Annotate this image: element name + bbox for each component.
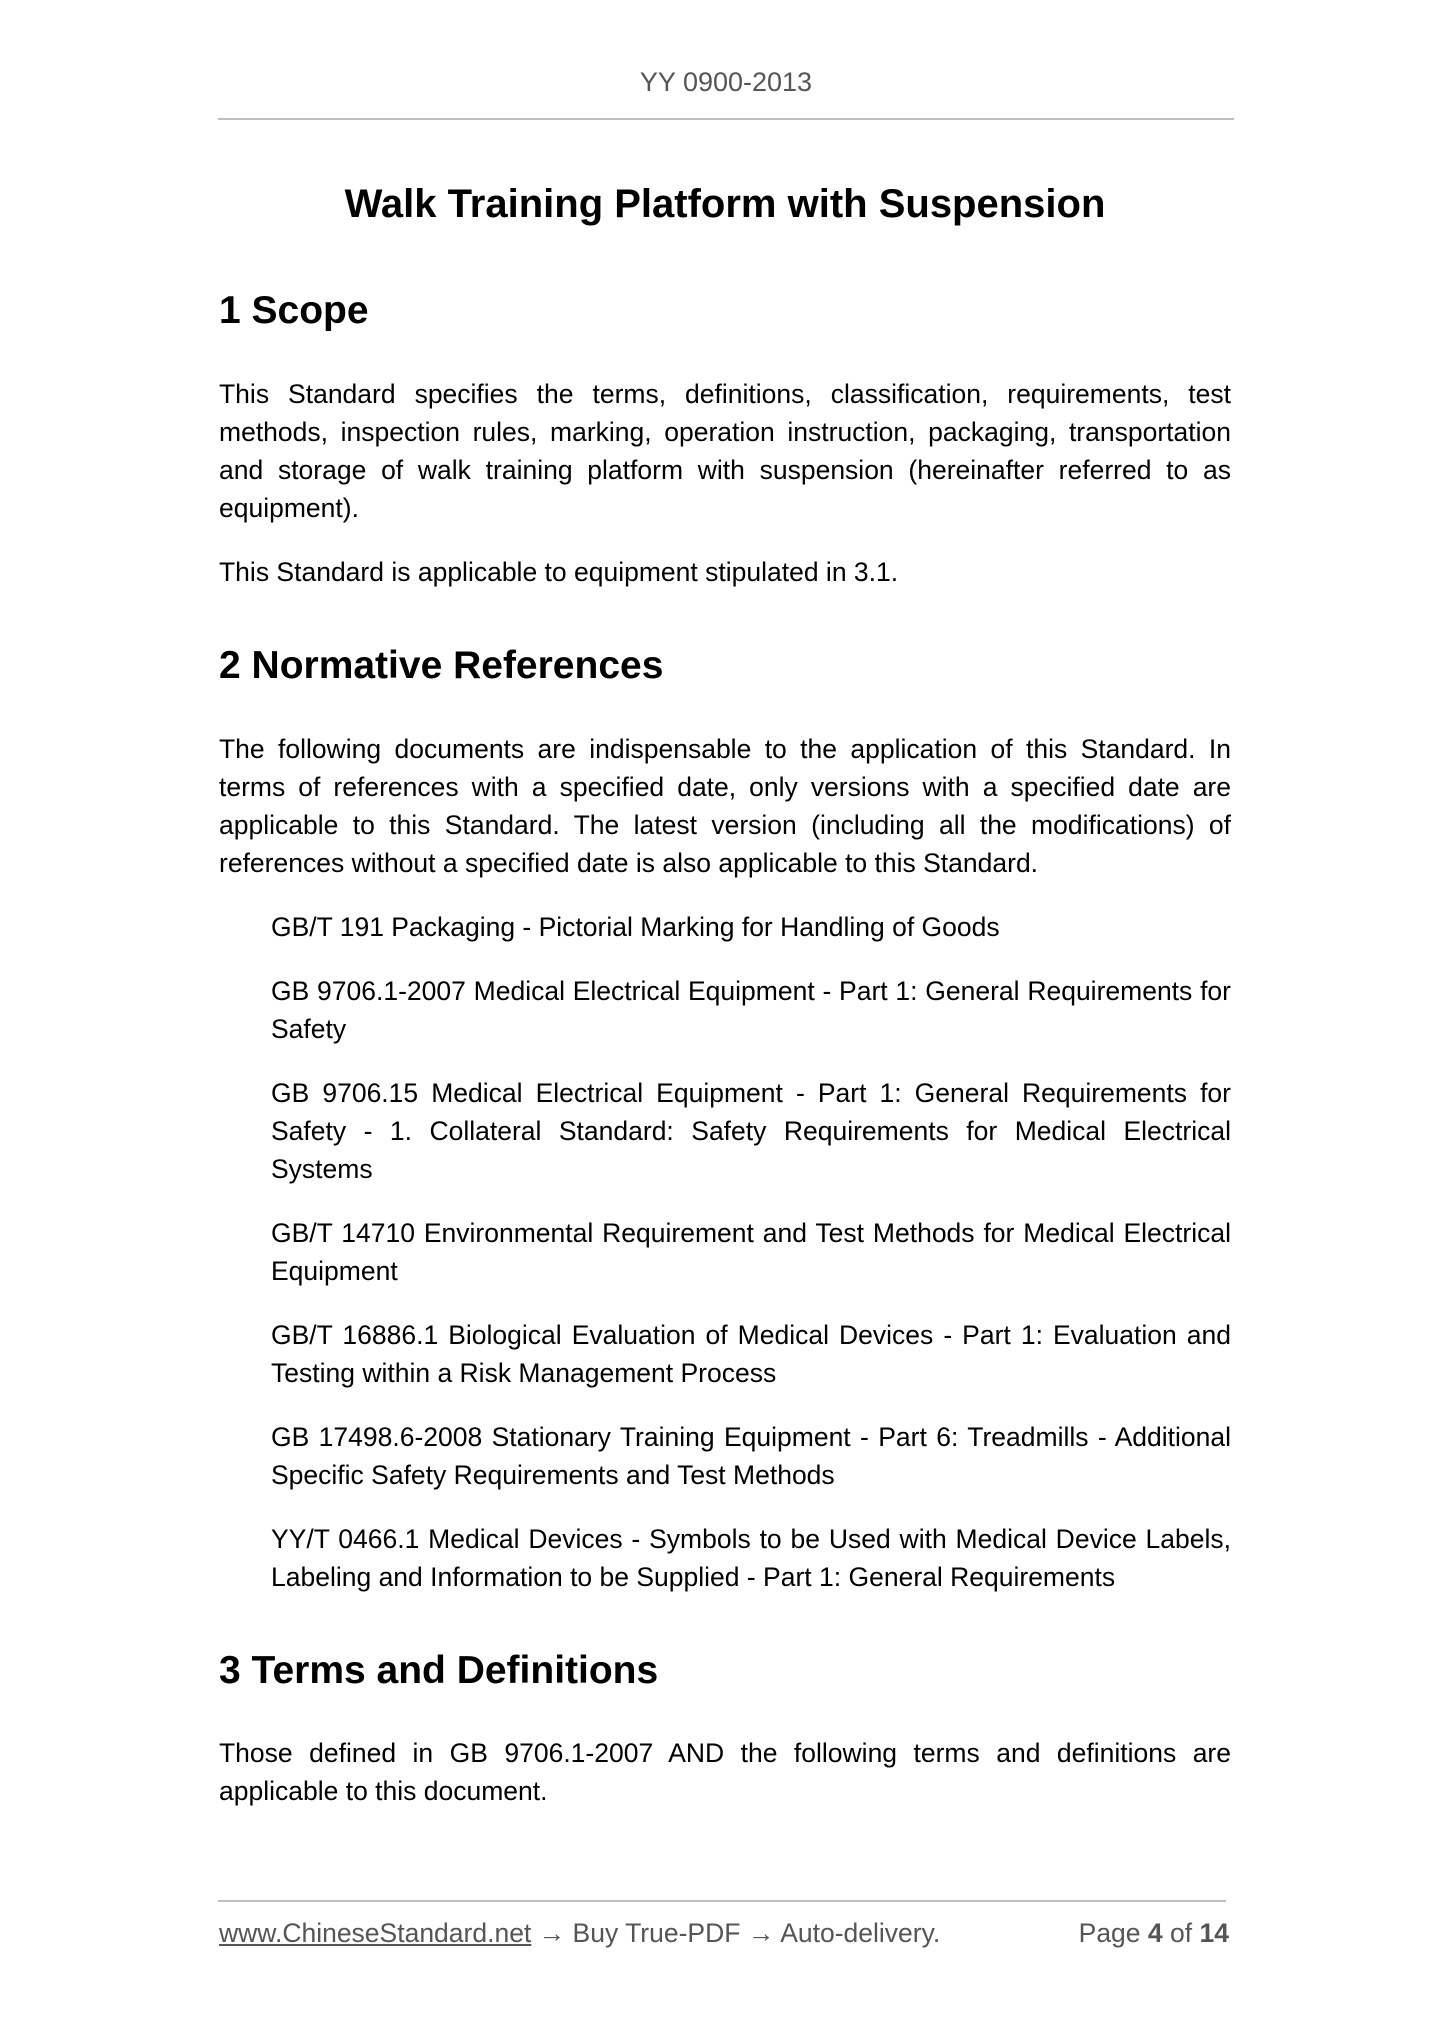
delivery-text: Auto-delivery. <box>780 1918 941 1948</box>
page-number <box>1079 1918 1229 1949</box>
footer-divider <box>218 1900 1226 1902</box>
footer-left <box>219 1918 940 1949</box>
page-content <box>219 170 1231 1862</box>
section-heading-terms: 3 Terms and Definitions <box>219 1648 659 1692</box>
page-label: Page <box>1078 1918 1141 1948</box>
arrow-right-icon: → <box>538 1918 566 1948</box>
buy-text: Buy True-PDF <box>572 1918 741 1948</box>
reference-item: GB 9706.1-2007 Medical Electrical Equipment - Part 1: General Requirements for Safety <box>271 975 1231 1044</box>
website-link[interactable]: www.ChineseStandard.net <box>219 1918 532 1948</box>
reference-item: GB 9706.15 Medical Electrical Equipment - Part 1: General Requirements for Safety - 1. Collateral Standard: Safety Requirements for Medical Electrical Systems <box>271 1077 1231 1184</box>
page-current: 4 <box>1147 1918 1163 1948</box>
page-of: of <box>1170 1918 1193 1948</box>
reference-item: YY/T 0466.1 Medical Devices - Symbols to be Used with Medical Device Labels, Labeling and Information to be Supplied - Part 1: General Requirements <box>271 1523 1231 1592</box>
terms-paragraph-1: Those defined in GB 9706.1-2007 AND the following terms and definitions are applicable to this document. <box>219 1738 1231 1807</box>
section-heading-normative: 2 Normative References <box>219 643 664 687</box>
section-terms <box>219 1648 1231 1811</box>
reference-item: GB/T 191 Packaging - Pictorial Marking for Handling of Goods <box>271 911 1000 942</box>
arrow-right-icon: → <box>747 1918 775 1948</box>
section-normative-references <box>219 643 1231 1596</box>
page-total: 14 <box>1199 1918 1229 1948</box>
reference-item: GB/T 14710 Environmental Requirement and Test Methods for Medical Electrical Equipment <box>271 1217 1231 1286</box>
reference-item: GB 17498.6-2008 Stationary Training Equipment - Part 6: Treadmills - Additional Specific Safety Requirements and Test Methods <box>271 1421 1231 1490</box>
header-divider <box>218 118 1234 120</box>
scope-paragraph-2: This Standard is applicable to equipment stipulated in 3.1. <box>219 556 899 587</box>
running-header: YY 0900-2013 <box>639 67 813 97</box>
reference-item: GB/T 16886.1 Biological Evaluation of Medical Devices - Part 1: Evaluation and Testing within a Risk Management Process <box>271 1319 1231 1388</box>
document-title: Walk Training Platform with Suspension <box>344 182 1106 226</box>
section-heading-scope: 1 Scope <box>219 289 369 332</box>
scope-paragraph-1: This Standard specifies the terms, definitions, classification, requirements, test methods, inspection rules, marking, operation instruction, packaging, transportation and storage of walk training platform with suspension (hereinafter referred to as equipment). <box>219 378 1231 523</box>
normative-intro: The following documents are indispensable to the application of this Standard. In terms of references with a specified date, only versions with a specified date are applicable to this Standard. The latest version (including all the modifications) of references without a specified date is also applicable to this Standard. <box>219 733 1231 878</box>
page-footer <box>219 1918 1229 1949</box>
section-scope <box>219 288 1231 591</box>
